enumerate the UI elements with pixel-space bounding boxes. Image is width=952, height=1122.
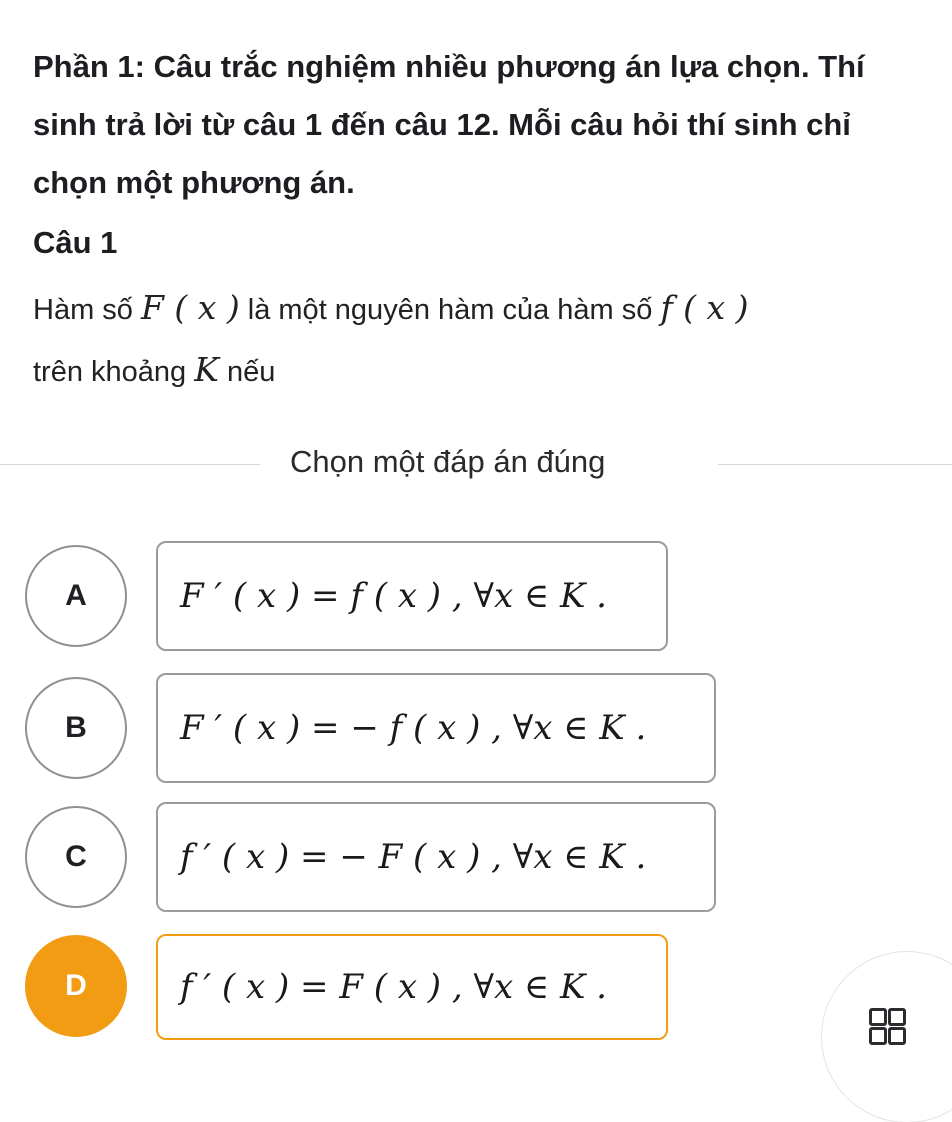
option-b-letter[interactable]: B bbox=[25, 677, 127, 779]
grid-icon-cell-3 bbox=[869, 1027, 887, 1045]
grid-icon bbox=[869, 1008, 905, 1044]
question-label: Câu 1 bbox=[33, 225, 118, 260]
question-text-part2: là một nguyên hàm của hàm số bbox=[239, 294, 661, 326]
option-d-answer[interactable] bbox=[156, 934, 668, 1040]
option-d-formula: f ′ ( x ) = F ( x ) , ∀x ∈ K . bbox=[180, 967, 607, 1007]
question-text bbox=[33, 278, 913, 402]
question-math-K: K bbox=[194, 350, 219, 389]
instruction-divider bbox=[0, 438, 952, 488]
option-c-formula: f ′ ( x ) = − F ( x ) , ∀x ∈ K . bbox=[180, 837, 647, 877]
question-text-part1: Hàm số bbox=[33, 294, 141, 326]
option-c-letter[interactable]: C bbox=[25, 806, 127, 908]
option-a-letter[interactable]: A bbox=[25, 545, 127, 647]
section-title: Phần 1: Câu trắc nghiệm nhiều phương án lựa chọn. Thí sinh trả lời từ câu 1 đến câu 12. Mỗi câu hỏi thí sinh chỉ chọn một phương án. bbox=[33, 49, 865, 200]
option-b-formula: F ′ ( x ) = − f ( x ) , ∀x ∈ K . bbox=[180, 708, 647, 748]
grid-icon-cell-2 bbox=[888, 1008, 906, 1026]
question-text-part4: nếu bbox=[218, 356, 276, 388]
divider-line-left bbox=[0, 464, 260, 465]
option-c-answer[interactable] bbox=[156, 802, 716, 912]
instruction-text: Chọn một đáp án đúng bbox=[290, 444, 606, 479]
option-b-answer[interactable] bbox=[156, 673, 716, 783]
question-text-part3: trên khoảng bbox=[33, 356, 195, 388]
option-a-answer[interactable] bbox=[156, 541, 668, 651]
option-a-formula: F ′ ( x ) = f ( x ) , ∀x ∈ K . bbox=[180, 576, 607, 616]
grid-icon-cell-1 bbox=[869, 1008, 887, 1026]
option-d-letter[interactable]: D bbox=[25, 935, 127, 1037]
question-math-F: F ( x ) bbox=[140, 288, 240, 327]
grid-icon-cell-4 bbox=[888, 1027, 906, 1045]
divider-line-right bbox=[718, 464, 952, 465]
question-math-f: f ( x ) bbox=[660, 288, 749, 327]
